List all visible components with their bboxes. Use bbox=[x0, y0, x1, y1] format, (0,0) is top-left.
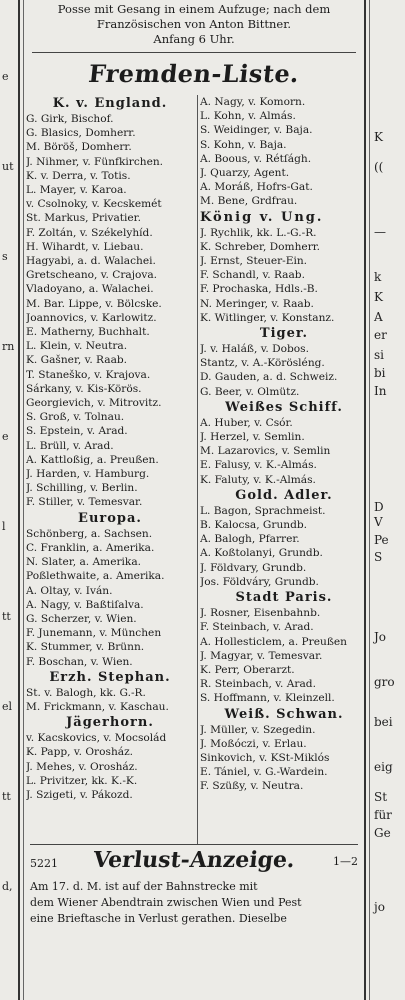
main-column bbox=[26, 0, 362, 925]
hotel-heading: Stadt Paris. bbox=[235, 590, 333, 606]
margin-fragment: K bbox=[374, 130, 383, 144]
margin-fragment: In bbox=[374, 384, 387, 398]
guest-entry: J. v. Haláß, v. Dobos. bbox=[200, 343, 309, 356]
margin-fragment: tt bbox=[2, 790, 11, 803]
hotel-heading: Erzh. Stephan. bbox=[49, 669, 171, 685]
guest-entry: K. Schreber, Domherr. bbox=[200, 240, 321, 253]
guest-entry: J. Mehes, v. Orosház. bbox=[26, 760, 138, 773]
verlust-text-line: eine Brieftasche in Verlust gerathen. Dieselbe bbox=[30, 912, 287, 925]
guest-entry: S. Epstein, v. Arad. bbox=[26, 425, 128, 438]
guest-entry: A. Boous, v. Rétſágh. bbox=[200, 152, 312, 165]
announcement-line-2: Französischen von Anton Bittner. bbox=[96, 17, 292, 31]
hotel-heading: Weiß. Schwan. bbox=[224, 706, 344, 722]
guest-entry: v. Csolnoky, v. Kecskemét bbox=[26, 198, 162, 211]
guest-entry: Sinkovich, v. KSt-Miklós bbox=[200, 751, 330, 764]
guest-entry: St. Markus, Privatier. bbox=[26, 212, 141, 225]
guest-entry: L. Klein, v. Neutra. bbox=[26, 340, 128, 353]
guest-entry: F. Schandl, v. Raab. bbox=[200, 269, 305, 282]
margin-fragment: Ge bbox=[374, 826, 391, 840]
margin-fragment: bei bbox=[374, 715, 393, 729]
ad-insertion-count: 1—2 bbox=[333, 855, 358, 868]
guest-entry: St. v. Balogh, kk. G.-R. bbox=[26, 686, 146, 699]
guest-entry: J. Rychlik, kk. L.-G.-R. bbox=[200, 226, 317, 239]
theatre-announcement bbox=[26, 0, 362, 47]
guest-entry: Sárkany, v. Kis-Körös. bbox=[26, 382, 142, 395]
margin-fragment: K bbox=[374, 290, 383, 304]
guest-entry: F. Boschan, v. Wien. bbox=[26, 655, 133, 668]
guest-entry: L. Mayer, v. Karoa. bbox=[26, 184, 127, 197]
announcement-line-1: Posse mit Gesang in einem Aufzuge; nach dem bbox=[57, 2, 331, 16]
guest-entry: A. Nagy, v. Komorn. bbox=[200, 96, 306, 108]
guest-entry: Poßlethwaite, a. Amerika. bbox=[26, 570, 165, 583]
guest-entry: Stantz, v. A.-Körösléng. bbox=[200, 357, 325, 370]
section-title: Fremden-Liste. bbox=[87, 59, 301, 88]
guest-entry: v. Kacskovics, v. Mocsolád bbox=[26, 732, 167, 745]
margin-fragment: für bbox=[374, 808, 392, 822]
right-column-rule bbox=[364, 0, 366, 1000]
guest-entry: A. Oltay, v. Iván. bbox=[26, 584, 113, 597]
guest-entry: L. Kohn, v. Almás. bbox=[200, 110, 296, 123]
guest-entry: G. Beer, v. Olmütz. bbox=[200, 385, 300, 398]
margin-fragment: A bbox=[374, 310, 383, 324]
margin-fragment: e bbox=[2, 70, 9, 83]
hotel-heading: Tiger. bbox=[259, 326, 309, 342]
margin-fragment: rn bbox=[2, 340, 15, 353]
guest-entry: J. Harden, v. Hamburg. bbox=[26, 468, 150, 481]
guest-entry: A. Hollesticlem, a. Preußen bbox=[200, 635, 348, 648]
guest-entry: J. Müller, v. Szegedin. bbox=[200, 723, 316, 736]
guest-entry: J. Rosner, Eisenbahnb. bbox=[200, 607, 321, 620]
guest-entry: E. Matherny, Buchhalt. bbox=[26, 326, 150, 339]
guest-entry: G. Scherzer, v. Wien. bbox=[26, 612, 137, 625]
guest-entry: C. Franklin, a. Amerika. bbox=[26, 541, 155, 554]
guest-entry: J. Schilling, v. Berlin. bbox=[26, 482, 138, 495]
guest-entry: Vladoyano, a. Walachei. bbox=[26, 283, 154, 296]
margin-fragment: d, bbox=[2, 880, 13, 893]
verlust-title: Verlust-Anzeige. bbox=[91, 847, 297, 873]
guest-entry: F. Steinbach, v. Arad. bbox=[200, 621, 314, 634]
guest-entry: M. Lazarovics, v. Semlin bbox=[200, 445, 331, 458]
margin-fragment: bi bbox=[374, 366, 386, 380]
guest-entry: A. Moráß, Hofrs-Gat. bbox=[200, 181, 313, 194]
guest-entry: S. Kohn, v. Baja. bbox=[200, 138, 287, 151]
section-divider bbox=[32, 52, 356, 53]
guest-entry: L. Privitzer, kk. K.-K. bbox=[26, 774, 138, 787]
guest-entry: M. Bene, Grdfrau. bbox=[200, 195, 298, 208]
guest-entry: G. Girk, Bischof. bbox=[26, 113, 114, 125]
guest-entry: J. Szigeti, v. Pákozd. bbox=[26, 788, 133, 801]
hotel-heading: Weißes Schiff. bbox=[225, 399, 343, 415]
guest-entry: J. Ernst, Steuer-Ein. bbox=[200, 255, 308, 268]
margin-fragment: Jo bbox=[374, 630, 387, 644]
guest-entry: J. Herzel, v. Semlin. bbox=[200, 431, 305, 444]
guest-entry: Gretscheano, v. Crajova. bbox=[26, 269, 158, 282]
margin-fragment: e bbox=[2, 430, 9, 443]
guest-entry: K. v. Derra, v. Totis. bbox=[26, 169, 131, 182]
guest-list bbox=[26, 95, 362, 845]
left-column-rule-inner bbox=[23, 0, 24, 1000]
guest-entry: H. Wihardt, v. Liebau. bbox=[26, 240, 144, 253]
guest-entry: J. Nihmer, v. Fünfkirchen. bbox=[26, 155, 164, 168]
right-column-rule-inner bbox=[369, 0, 370, 1000]
guest-entry: G. Blasics, Domherr. bbox=[26, 127, 136, 140]
guest-entry: J. Quarzy, Agent. bbox=[200, 167, 290, 180]
margin-fragment: el bbox=[2, 700, 13, 713]
guest-entry: Jos. Földváry, Grundb. bbox=[200, 575, 319, 588]
guest-entry: K. Perr, Oberarzt. bbox=[200, 663, 295, 676]
guest-entry: S. Weidinger, v. Baja. bbox=[200, 124, 313, 137]
guest-entry: S. Hoffmann, v. Kleinzell. bbox=[200, 692, 335, 705]
guest-entry: D. Gauden, a. d. Schweiz. bbox=[200, 371, 338, 384]
guest-list-right-column bbox=[200, 95, 368, 794]
guest-entry: M. Böröš, Domherr. bbox=[26, 141, 132, 154]
guest-entry: K. Witlinger, v. Konstanz. bbox=[200, 311, 335, 324]
guest-entry: B. Kalocsa, Grundb. bbox=[200, 519, 308, 532]
guest-entry: E. Falusy, v. K.-Almás. bbox=[200, 459, 317, 472]
guest-entry: A. Balogh, Pfarrer. bbox=[200, 533, 300, 546]
guest-entry: Joannovics, v. Karlowitz. bbox=[26, 311, 157, 324]
guest-entry: Hagyabi, a. d. Walachei. bbox=[26, 255, 156, 268]
guest-entry: F. Zoltán, v. Székelyhíd. bbox=[26, 226, 153, 239]
margin-fragment: er bbox=[374, 328, 387, 342]
guest-entry: F. Szüßy, v. Neutra. bbox=[200, 780, 304, 793]
guest-entry: L. Brüll, v. Arad. bbox=[26, 439, 114, 452]
guest-entry: K. Faluty, v. K.-Almás. bbox=[200, 473, 316, 486]
guest-entry: L. Bagon, Sprachmeist. bbox=[200, 504, 326, 517]
guest-entry: M. Bar. Lippe, v. Bölcske. bbox=[26, 297, 162, 310]
margin-fragment: si bbox=[374, 348, 384, 362]
guest-entry: M. Frickmann, v. Kaschau. bbox=[26, 700, 169, 713]
guest-entry: Schönberg, a. Sachsen. bbox=[26, 527, 153, 540]
verlust-header bbox=[26, 845, 362, 879]
hotel-heading: Europa. bbox=[78, 510, 142, 526]
guest-entry: S. Groß, v. Tolnau. bbox=[26, 411, 125, 424]
margin-fragment: St bbox=[374, 790, 388, 804]
guest-entry: A. Kattloßig, a. Preußen. bbox=[26, 453, 159, 466]
hotel-heading: K. v. England. bbox=[52, 96, 168, 111]
margin-fragment: Pe bbox=[374, 533, 389, 547]
hotel-heading: Jägerhorn. bbox=[66, 715, 154, 731]
margin-fragment: eig bbox=[374, 760, 393, 774]
guest-entry: J. Földvary, Grundb. bbox=[200, 561, 307, 574]
margin-fragment: k bbox=[374, 270, 382, 284]
guest-list-left-column bbox=[26, 95, 194, 802]
left-column-rule bbox=[18, 0, 20, 1000]
margin-fragment: jo bbox=[374, 900, 385, 914]
guest-entry: J. Moßóczi, v. Erlau. bbox=[200, 737, 307, 750]
guest-entry: N. Meringer, v. Raab. bbox=[200, 297, 314, 310]
margin-fragment: gro bbox=[374, 675, 395, 689]
guest-entry: A. Koßtolanyi, Grundb. bbox=[200, 547, 323, 560]
verlust-text-line: Am 17. d. M. ist auf der Bahnstrecke mit bbox=[30, 880, 258, 893]
hotel-heading: König v. Ung. bbox=[200, 209, 324, 225]
margin-fragment: V bbox=[374, 515, 383, 529]
guest-entry: A. Huber, v. Csór. bbox=[200, 416, 293, 429]
guest-entry: F. Stiller, v. Temesvar. bbox=[26, 496, 143, 509]
guest-entry: K. Papp, v. Orosház. bbox=[26, 746, 134, 759]
margin-fragment: s bbox=[2, 250, 8, 263]
margin-fragment: (( bbox=[374, 160, 384, 174]
margin-fragment: ut bbox=[2, 160, 14, 173]
guest-entry: J. Magyar, v. Temesvar. bbox=[200, 649, 323, 662]
announcement-line-3: Anfang 6 Uhr. bbox=[153, 32, 235, 46]
ad-number: 5221 bbox=[30, 857, 58, 870]
guest-entry: K. Stummer, v. Brünn. bbox=[26, 641, 145, 654]
margin-fragment: tt bbox=[2, 610, 11, 623]
guest-entry: E. Tániel, v. G.-Wardein. bbox=[200, 766, 328, 779]
hotel-heading: Gold. Adler. bbox=[235, 487, 333, 503]
guest-entry: N. Slater, a. Amerika. bbox=[26, 556, 142, 569]
guest-entry: R. Steinbach, v. Arad. bbox=[200, 678, 316, 691]
guest-entry: Georgievich, v. Mitrovitz. bbox=[26, 397, 162, 410]
right-margin-fragments bbox=[372, 0, 405, 1000]
guest-entry: A. Nagy, v. Baßtiſalva. bbox=[26, 598, 144, 611]
margin-fragment: l bbox=[2, 520, 6, 533]
margin-fragment: D bbox=[374, 500, 384, 514]
guest-entry: T. Staneško, v. Krajova. bbox=[26, 368, 151, 381]
margin-fragment: — bbox=[374, 225, 386, 239]
column-separator bbox=[197, 95, 198, 845]
guest-entry: F. Prochaska, Hdls.-B. bbox=[200, 283, 318, 296]
guest-entry: K. Gašner, v. Raab. bbox=[26, 354, 128, 367]
verlust-anzeige bbox=[26, 844, 362, 927]
guest-entry: F. Junemann, v. München bbox=[26, 627, 162, 640]
left-margin-fragments bbox=[0, 0, 17, 1000]
margin-fragment: S bbox=[374, 550, 383, 564]
verlust-text-line: dem Wiener Abendtrain zwischen Wien und Pest bbox=[30, 896, 302, 909]
